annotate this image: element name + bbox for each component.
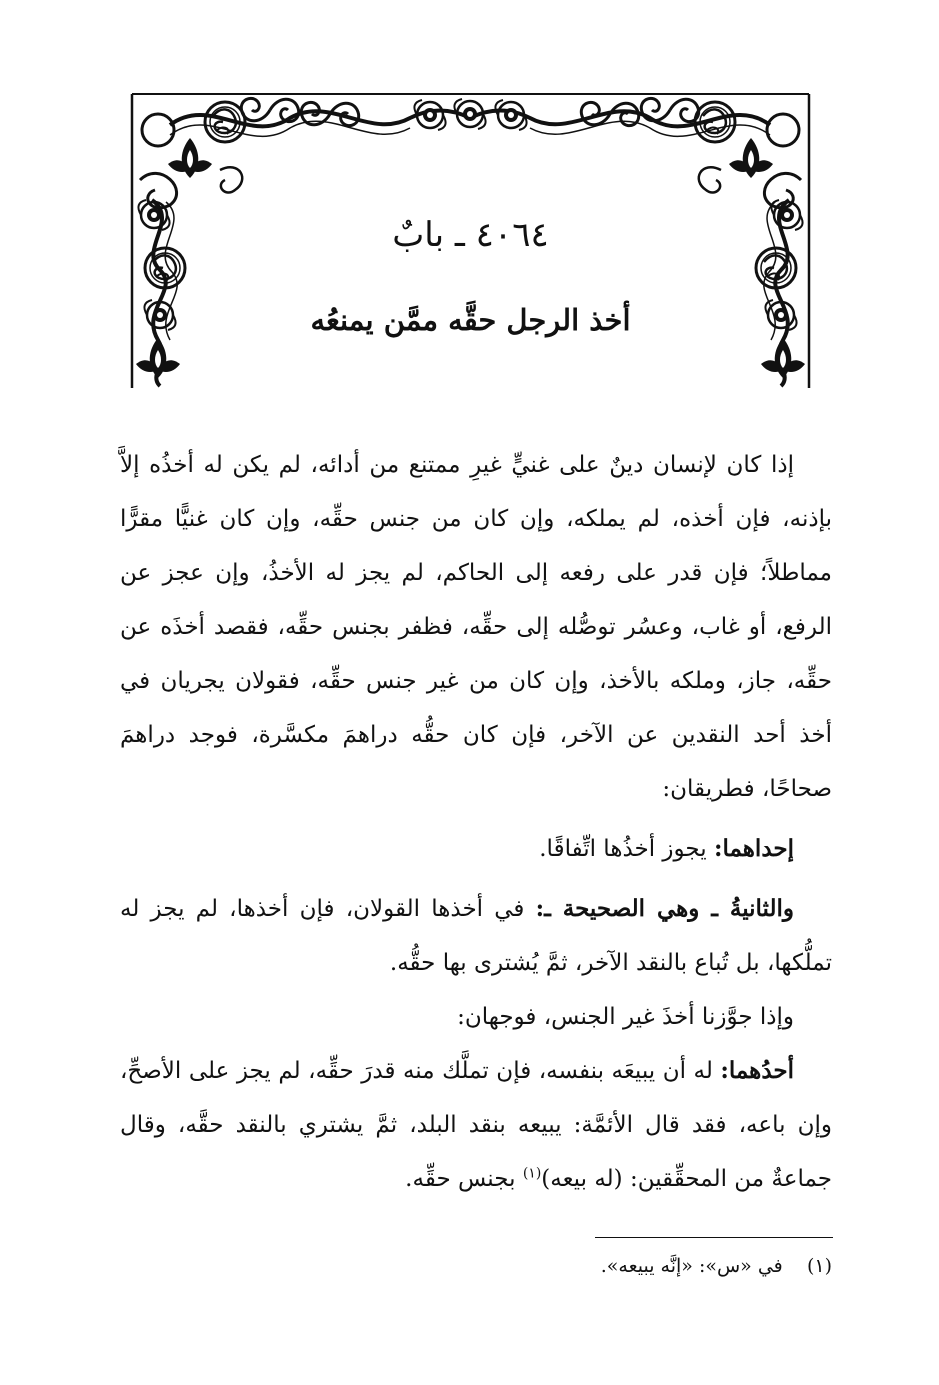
paragraph-5-text-end: بجنس حقِّه. — [405, 1166, 523, 1192]
footnote-marker: (١) — [806, 1255, 832, 1277]
paragraph-2-text: يجوز أخذُها اتِّفاقًا. — [539, 836, 714, 862]
footnote-reference[interactable]: (١) — [522, 1165, 542, 1182]
footnote-item — [120, 1255, 832, 1277]
chapter-heading: ٤٠٦٤ ـ بابٌ — [392, 215, 549, 255]
paragraph-3-text: في أخذها القولان، فإن أخذها، لم يجز له تملُّكها، بل تُباع بالنقد الآخر، ثمَّ يُشترى بها حقُّه. — [120, 896, 832, 976]
paragraph-5-lead: أحدُهما: — [720, 1057, 794, 1084]
paragraph-1: إذا كان لإنسان دينٌ على غنيٍّ غيرِ ممتنع من أدائه، لم يكن له أخذُه إلاَّ بإذنه، فإن أخذه، لم يملكه، وإن كان من جنس حقِّه، وإن كان غنيًّا مقرًّا مماطلاً؛ فإن قدر على رفعه إلى الحاكم، لم يجز له الأخذُ، وإن عجز عن الرفع، أو غاب، وعسُر توصُّله إلى حقِّه، فظفر بجنس حقِّه، فقصد أخذَه عن حقِّه، جاز، وملكه بالأخذ، وإن كان من غير جنس حقِّه، فقولان يجريان في أخذ أحد النقدين عن الآخر، فإن كان حقُّه دراهمَ مكسَّرة، فوجد دراهمَ صحاحًا، فطريقان: — [120, 452, 832, 802]
footnote-separator — [595, 1237, 833, 1238]
paragraph-5 — [120, 1044, 832, 1206]
page-body — [120, 438, 832, 1206]
chapter-title: أخذ الرجل حقَّه ممَّن يمنعُه — [310, 303, 631, 337]
footnote-text: في «س»: «إنَّه يبيعه». — [600, 1255, 783, 1277]
paragraph-2 — [120, 822, 832, 876]
paragraph-2-lead: إحداهما: — [714, 835, 794, 862]
paragraph-4: وإذا جوَّزنا أخذَ غير الجنس، فوجهان: — [457, 1004, 794, 1030]
paragraph-5-text: له أن يبيعَه بنفسه، فإن تملَّك منه قدرَ حقِّه، لم يجز على الأصحِّ، وإن باعه، فقد قال الأئمَّة: يبيعه بنقد البلد، ثمَّ يشتري بالنقد حقَّه، وقال جماعةٌ من المحقِّقين: (له بيعه) — [120, 1058, 832, 1192]
paragraph-3-lead: والثانيةُ ـ وهي الصحيحة ـ: — [535, 895, 794, 922]
paragraph-3 — [120, 882, 832, 990]
footnotes — [120, 1255, 832, 1277]
